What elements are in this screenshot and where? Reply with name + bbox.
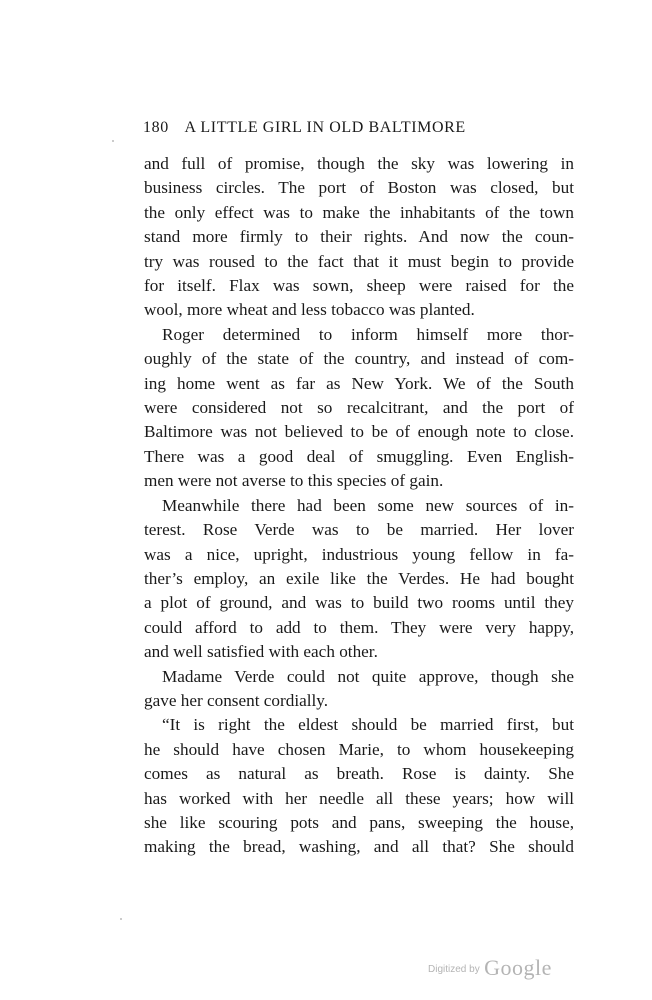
text-line: comes as natural as breath. Rose is dainty. She: [144, 764, 574, 784]
text-line: she like scouring pots and pans, sweeping the house,: [144, 812, 574, 832]
text-line: were considered not so recalcitrant, and the port of: [144, 398, 574, 418]
body-text: [144, 152, 574, 860]
text-line: men were not averse to this species of gain.: [144, 471, 444, 491]
text-line: has worked with her needle all these years; how will: [144, 788, 574, 808]
text-line: and well satisfied with each other.: [144, 642, 378, 662]
text-line: “It is right the eldest should be married first, but: [162, 715, 574, 735]
text-line: ing home went as far as New York. We of the South: [144, 373, 574, 393]
scan-speck: [120, 918, 122, 920]
running-header: [143, 119, 573, 137]
text-line: wool, more wheat and less tobacco was planted.: [144, 300, 475, 320]
text-line: business circles. The port of Boston was closed, but: [144, 178, 574, 198]
text-line: Meanwhile there had been some new sources of in-: [162, 495, 574, 515]
scan-speck: [112, 140, 114, 142]
text-line: Baltimore was not believed to be of enough note to close.: [144, 422, 574, 442]
watermark-prefix: Digitized by: [428, 964, 480, 975]
text-line: There was a good deal of smuggling. Even English-: [144, 446, 574, 466]
page-number: 180: [143, 119, 169, 136]
running-title: A LITTLE GIRL IN OLD BALTIMORE: [184, 119, 466, 136]
watermark-brand: Google: [484, 955, 552, 980]
text-line: and full of promise, though the sky was lowering in: [144, 154, 574, 173]
text-line: oughly of the state of the country, and instead of com-: [144, 349, 574, 369]
digitized-watermark: [428, 955, 552, 981]
text-line: was a nice, upright, industrious young fellow in fa-: [144, 544, 574, 564]
text-line: he should have chosen Marie, to whom housekeeping: [144, 739, 574, 759]
text-line: try was roused to the fact that it must begin to provide: [144, 251, 574, 271]
text-line: for itself. Flax was sown, sheep were raised for the: [144, 276, 574, 296]
text-line: could afford to add to them. They were very happy,: [144, 617, 574, 637]
text-line: a plot of ground, and was to build two rooms until they: [144, 593, 574, 613]
text-line: the only effect was to make the inhabitants of the town: [144, 202, 574, 222]
text-line: stand more firmly to their rights. And now the coun-: [144, 227, 574, 247]
text-line: terest. Rose Verde was to be married. Her lover: [144, 520, 574, 540]
text-line: Roger determined to inform himself more thor-: [162, 324, 574, 344]
text-line: making the bread, washing, and all that? She should: [144, 837, 574, 857]
text-line: ther’s employ, an exile like the Verdes. He had bought: [144, 568, 574, 588]
text-line: gave her consent cordially.: [144, 690, 329, 710]
text-line: Madame Verde could not quite approve, though she: [162, 666, 574, 686]
